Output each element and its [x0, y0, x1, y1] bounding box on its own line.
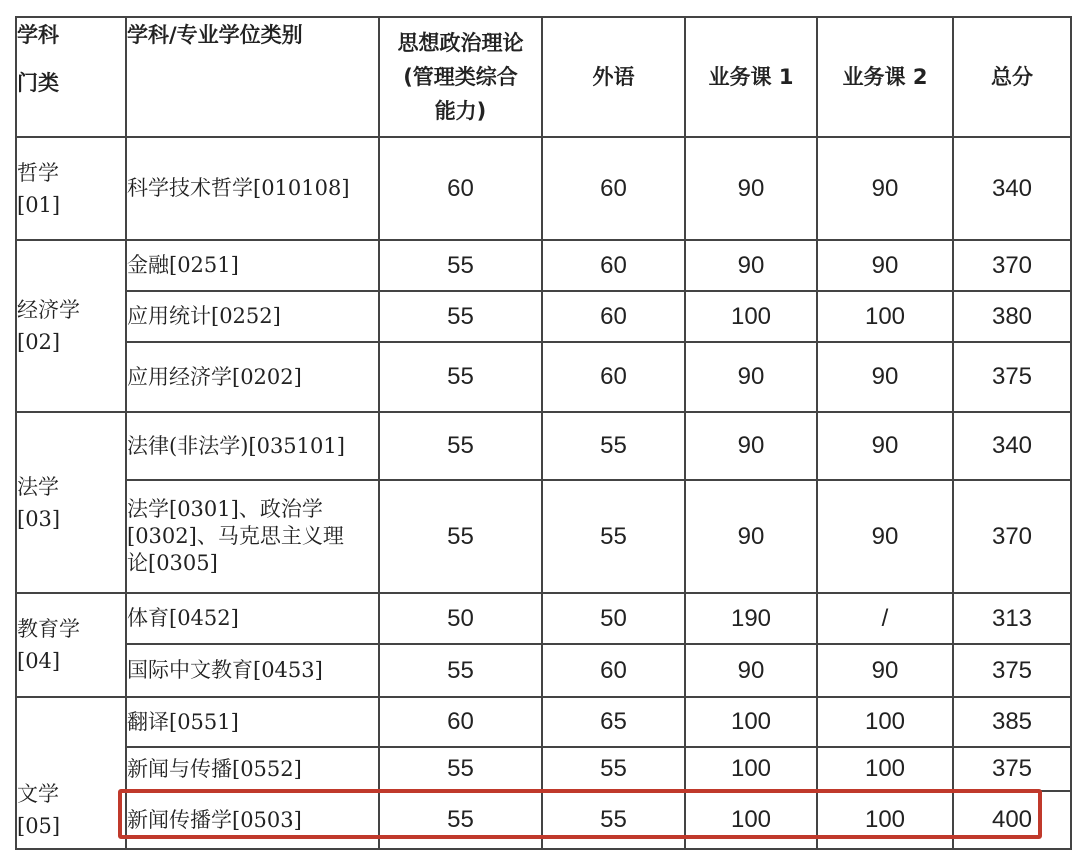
foreign-score: 60 — [542, 137, 685, 240]
foreign-score: 55 — [542, 480, 685, 593]
foreign-score: 50 — [542, 593, 685, 644]
table-row — [16, 412, 1071, 480]
course1-score: 90 — [685, 412, 817, 480]
major-name: 体育[0452] — [126, 593, 379, 644]
total-score: 385 — [953, 697, 1071, 747]
total-score: 400 — [953, 791, 1071, 849]
category-cell — [16, 697, 126, 849]
major-name: 法律(非法学)[035101] — [126, 412, 379, 480]
category-code: [04] — [17, 649, 61, 673]
table-row — [16, 697, 1071, 747]
category-cell — [16, 240, 126, 412]
course2-score: 90 — [817, 412, 953, 480]
foreign-score: 55 — [542, 747, 685, 791]
politics-score: 55 — [379, 412, 542, 480]
foreign-score: 60 — [542, 291, 685, 342]
category-code: [05] — [17, 814, 61, 838]
course1-score: 190 — [685, 593, 817, 644]
foreign-score: 65 — [542, 697, 685, 747]
course2-score: 100 — [817, 291, 953, 342]
politics-score: 60 — [379, 697, 542, 747]
course2-score: 90 — [817, 644, 953, 697]
politics-score: 60 — [379, 137, 542, 240]
table-row — [16, 593, 1071, 644]
major-name: 新闻传播学[0503] — [126, 791, 379, 849]
foreign-score: 55 — [542, 412, 685, 480]
course1-score: 100 — [685, 791, 817, 849]
table-row — [16, 480, 1071, 593]
header-politics — [379, 17, 542, 137]
score-table — [15, 16, 1072, 850]
category-cell — [16, 593, 126, 697]
course2-score: 90 — [817, 240, 953, 291]
course1-score: 90 — [685, 137, 817, 240]
table-row — [16, 240, 1071, 291]
table-row — [16, 291, 1071, 342]
total-score: 313 — [953, 593, 1071, 644]
total-score: 370 — [953, 480, 1071, 593]
course2-score: / — [817, 593, 953, 644]
category-name: 教育学 — [17, 617, 80, 641]
major-name-line: 法学[0301]、政治学 — [127, 497, 323, 521]
politics-score: 55 — [379, 291, 542, 342]
header-discipline-category — [16, 17, 126, 137]
total-score: 340 — [953, 412, 1071, 480]
foreign-score: 55 — [542, 791, 685, 849]
total-score: 375 — [953, 342, 1071, 412]
major-name: 金融[0251] — [126, 240, 379, 291]
major-name: 新闻与传播[0552] — [126, 747, 379, 791]
major-name: 科学技术哲学[010108] — [126, 137, 379, 240]
politics-score: 50 — [379, 593, 542, 644]
total-score: 375 — [953, 644, 1071, 697]
table-row — [16, 342, 1071, 412]
major-name: 应用经济学[0202] — [126, 342, 379, 412]
major-name: 翻译[0551] — [126, 697, 379, 747]
header-foreign-language: 外语 — [542, 17, 685, 137]
category-name: 经济学 — [17, 298, 80, 322]
category-name: 法学 — [17, 474, 59, 499]
major-name-line: 论[0305] — [127, 551, 218, 575]
course1-score: 90 — [685, 480, 817, 593]
table-row — [16, 644, 1071, 697]
foreign-score: 60 — [542, 240, 685, 291]
course2-score: 90 — [817, 342, 953, 412]
header-text: 思想政治理论 — [397, 31, 524, 55]
major-name-line: [0302]、马克思主义理 — [127, 524, 344, 548]
course1-score: 90 — [685, 240, 817, 291]
course2-score: 90 — [817, 480, 953, 593]
header-course-1: 业务课 1 — [685, 17, 817, 137]
header-total: 总分 — [953, 17, 1071, 137]
header-course-2: 业务课 2 — [817, 17, 953, 137]
major-name — [126, 480, 379, 593]
total-score: 340 — [953, 137, 1071, 240]
politics-score: 55 — [379, 747, 542, 791]
major-name: 应用统计[0252] — [126, 291, 379, 342]
course2-score: 100 — [817, 747, 953, 791]
politics-score: 55 — [379, 644, 542, 697]
course2-score: 90 — [817, 137, 953, 240]
course1-score: 100 — [685, 747, 817, 791]
table-row-highlighted — [16, 791, 1071, 849]
header-text: 门类 — [17, 71, 59, 95]
category-code: [03] — [17, 506, 61, 531]
category-name: 文学 — [17, 782, 59, 806]
course1-score: 90 — [685, 644, 817, 697]
header-major: 学科/专业学位类别 — [126, 17, 379, 137]
category-name: 哲学 — [17, 160, 59, 185]
major-name: 国际中文教育[0453] — [126, 644, 379, 697]
foreign-score: 60 — [542, 644, 685, 697]
category-cell — [16, 412, 126, 593]
header-text: 能力) — [434, 99, 487, 123]
politics-score: 55 — [379, 240, 542, 291]
course2-score: 100 — [817, 791, 953, 849]
course1-score: 90 — [685, 342, 817, 412]
politics-score: 55 — [379, 480, 542, 593]
politics-score: 55 — [379, 791, 542, 849]
course2-score: 100 — [817, 697, 953, 747]
total-score: 380 — [953, 291, 1071, 342]
total-score: 370 — [953, 240, 1071, 291]
header-row — [16, 17, 1071, 137]
table-row — [16, 137, 1071, 240]
category-cell — [16, 137, 126, 240]
total-score: 375 — [953, 747, 1071, 791]
category-code: [01] — [17, 192, 61, 217]
foreign-score: 60 — [542, 342, 685, 412]
header-text: (管理类综合 — [403, 65, 518, 89]
politics-score: 55 — [379, 342, 542, 412]
table-row — [16, 747, 1071, 791]
category-code: [02] — [17, 330, 61, 354]
course1-score: 100 — [685, 697, 817, 747]
header-text: 学科 — [17, 23, 59, 47]
course1-score: 100 — [685, 291, 817, 342]
